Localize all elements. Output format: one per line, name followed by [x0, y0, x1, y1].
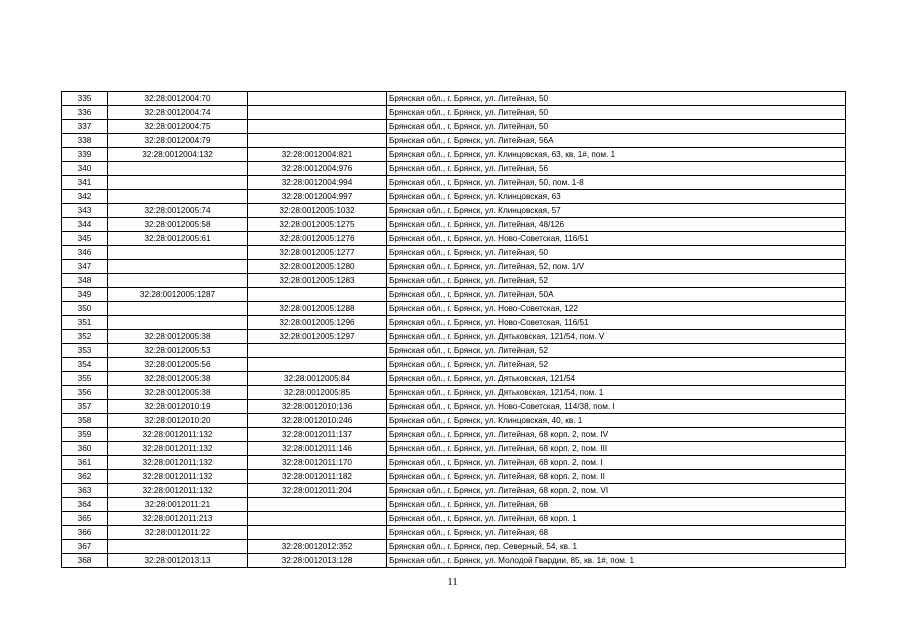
address-cell: Брянская обл., г. Брянск, ул. Литейная, 52 — [387, 274, 846, 288]
table-row — [62, 204, 846, 218]
address-cell: Брянская обл., г. Брянск, ул. Литейная, 52 — [387, 358, 846, 372]
table-row — [62, 484, 846, 498]
table-row — [62, 162, 846, 176]
cadastral-number-cell — [248, 288, 387, 302]
cadastral-number-cell: 32:28:0012011:132 — [108, 442, 248, 456]
cadastral-number-cell: 32:28:0012005:61 — [108, 232, 248, 246]
row-number-cell: 367 — [62, 540, 108, 554]
row-number-cell: 357 — [62, 400, 108, 414]
cadastral-number-cell: 32:28:0012011:213 — [108, 512, 248, 526]
address-cell: Брянская обл., г. Брянск, ул. Литейная, 52, пом. 1/V — [387, 260, 846, 274]
address-cell: Брянская обл., г. Брянск, ул. Литейная, 68 корп. 2, пом. IV — [387, 428, 846, 442]
row-number-cell: 343 — [62, 204, 108, 218]
cadastral-number-cell: 32:28:0012010:246 — [248, 414, 387, 428]
row-number-cell: 338 — [62, 134, 108, 148]
cadastral-number-cell: 32:28:0012004:994 — [248, 176, 387, 190]
address-cell: Брянская обл., г. Брянск, ул. Литейная, 68 корп. 2, пом. I — [387, 456, 846, 470]
cadastral-number-cell: 32:28:0012011:132 — [108, 484, 248, 498]
cadastral-number-cell: 32:28:0012005:53 — [108, 344, 248, 358]
cadastral-number-cell: 32:28:0012011:137 — [248, 428, 387, 442]
cadastral-number-cell — [108, 316, 248, 330]
row-number-cell: 368 — [62, 554, 108, 568]
cadastral-number-cell: 32:28:0012005:74 — [108, 204, 248, 218]
address-cell: Брянская обл., г. Брянск, ул. Клинцовская, 57 — [387, 204, 846, 218]
cadastral-number-cell: 32:28:0012005:1288 — [248, 302, 387, 316]
cadastral-number-cell — [108, 540, 248, 554]
cadastral-number-cell: 32:28:0012011:132 — [108, 456, 248, 470]
property-register-table — [61, 91, 846, 568]
cadastral-number-cell: 32:28:0012005:1277 — [248, 246, 387, 260]
row-number-cell: 349 — [62, 288, 108, 302]
table-row — [62, 526, 846, 540]
cadastral-number-cell: 32:28:0012005:1280 — [248, 260, 387, 274]
cadastral-number-cell — [248, 498, 387, 512]
row-number-cell: 356 — [62, 386, 108, 400]
cadastral-number-cell — [108, 302, 248, 316]
cadastral-number-cell — [108, 162, 248, 176]
row-number-cell: 336 — [62, 106, 108, 120]
table-row — [62, 344, 846, 358]
address-cell: Брянская обл., г. Брянск, ул. Литейная, 56 — [387, 162, 846, 176]
cadastral-number-cell — [248, 92, 387, 106]
row-number-cell: 362 — [62, 470, 108, 484]
table-row — [62, 148, 846, 162]
row-number-cell: 348 — [62, 274, 108, 288]
address-cell: Брянская обл., г. Брянск, ул. Ново-Советская, 116/51 — [387, 316, 846, 330]
cadastral-number-cell: 32:28:0012005:1275 — [248, 218, 387, 232]
address-cell: Брянская обл., г. Брянск, ул. Литейная, 50 — [387, 92, 846, 106]
table-row — [62, 498, 846, 512]
row-number-cell: 342 — [62, 190, 108, 204]
cadastral-number-cell: 32:28:0012005:84 — [248, 372, 387, 386]
cadastral-number-cell: 32:28:0012005:85 — [248, 386, 387, 400]
table-row — [62, 442, 846, 456]
cadastral-number-cell: 32:28:0012004:997 — [248, 190, 387, 204]
row-number-cell: 366 — [62, 526, 108, 540]
table-row — [62, 554, 846, 568]
cadastral-number-cell: 32:28:0012005:1283 — [248, 274, 387, 288]
cadastral-number-cell: 32:28:0012004:70 — [108, 92, 248, 106]
address-cell: Брянская обл., г. Брянск, ул. Литейная, 68 корп. 2, пом. III — [387, 442, 846, 456]
table-row — [62, 176, 846, 190]
table-row — [62, 260, 846, 274]
address-cell: Брянская обл., г. Брянск, ул. Литейная, 50 — [387, 106, 846, 120]
table-row — [62, 316, 846, 330]
row-number-cell: 363 — [62, 484, 108, 498]
address-cell: Брянская обл., г. Брянск, ул. Литейная, 50 — [387, 246, 846, 260]
table-row — [62, 302, 846, 316]
cadastral-number-cell: 32:28:0012005:38 — [108, 386, 248, 400]
cadastral-number-cell: 32:28:0012004:821 — [248, 148, 387, 162]
row-number-cell: 344 — [62, 218, 108, 232]
cadastral-number-cell: 32:28:0012010:20 — [108, 414, 248, 428]
row-number-cell: 346 — [62, 246, 108, 260]
address-cell: Брянская обл., г. Брянск, ул. Ново-Советская, 122 — [387, 302, 846, 316]
cadastral-number-cell: 32:28:0012004:976 — [248, 162, 387, 176]
cadastral-number-cell: 32:28:0012011:146 — [248, 442, 387, 456]
address-cell: Брянская обл., г. Брянск, ул. Литейная, 50А — [387, 288, 846, 302]
cadastral-number-cell: 32:28:0012004:132 — [108, 148, 248, 162]
row-number-cell: 351 — [62, 316, 108, 330]
row-number-cell: 359 — [62, 428, 108, 442]
row-number-cell: 352 — [62, 330, 108, 344]
row-number-cell: 341 — [62, 176, 108, 190]
table-row — [62, 414, 846, 428]
table-row — [62, 190, 846, 204]
address-cell: Брянская обл., г. Брянск, ул. Дятьковская, 121/54 — [387, 372, 846, 386]
row-number-cell: 364 — [62, 498, 108, 512]
cadastral-number-cell — [248, 106, 387, 120]
address-cell: Брянская обл., г. Брянск, ул. Литейная, 68 корп. 1 — [387, 512, 846, 526]
cadastral-number-cell — [248, 526, 387, 540]
table-row — [62, 218, 846, 232]
cadastral-number-cell: 32:28:0012004:79 — [108, 134, 248, 148]
row-number-cell: 353 — [62, 344, 108, 358]
address-cell: Брянская обл., г. Брянск, ул. Ново-Советская, 114/38, пом. I — [387, 400, 846, 414]
cadastral-number-cell — [248, 120, 387, 134]
cadastral-number-cell: 32:28:0012011:22 — [108, 526, 248, 540]
cadastral-number-cell — [108, 190, 248, 204]
row-number-cell: 355 — [62, 372, 108, 386]
address-cell: Брянская обл., г. Брянск, ул. Литейная, 50, пом. 1-8 — [387, 176, 846, 190]
row-number-cell: 365 — [62, 512, 108, 526]
table-row — [62, 372, 846, 386]
cadastral-number-cell — [108, 246, 248, 260]
address-cell: Брянская обл., г. Брянск, ул. Литейная, 50 — [387, 120, 846, 134]
row-number-cell: 347 — [62, 260, 108, 274]
cadastral-number-cell: 32:28:0012011:132 — [108, 428, 248, 442]
table-row — [62, 134, 846, 148]
table-row — [62, 106, 846, 120]
cadastral-number-cell: 32:28:0012005:58 — [108, 218, 248, 232]
table-row — [62, 400, 846, 414]
cadastral-number-cell — [108, 274, 248, 288]
row-number-cell: 350 — [62, 302, 108, 316]
table-row — [62, 428, 846, 442]
table-row — [62, 288, 846, 302]
address-cell: Брянская обл., г. Брянск, ул. Литейная, 68 корп. 2, пом. II — [387, 470, 846, 484]
table-row — [62, 246, 846, 260]
register-table-body — [62, 92, 846, 568]
cadastral-number-cell: 32:28:0012011:21 — [108, 498, 248, 512]
cadastral-number-cell: 32:28:0012013:13 — [108, 554, 248, 568]
cadastral-number-cell: 32:28:0012010:136 — [248, 400, 387, 414]
row-number-cell: 360 — [62, 442, 108, 456]
address-cell: Брянская обл., г. Брянск, пер. Северный, 54, кв. 1 — [387, 540, 846, 554]
table-row — [62, 274, 846, 288]
cadastral-number-cell: 32:28:0012011:132 — [108, 470, 248, 484]
row-number-cell: 340 — [62, 162, 108, 176]
cadastral-number-cell: 32:28:0012011:204 — [248, 484, 387, 498]
cadastral-number-cell: 32:28:0012005:38 — [108, 372, 248, 386]
table-row — [62, 232, 846, 246]
row-number-cell: 335 — [62, 92, 108, 106]
table-row — [62, 386, 846, 400]
cadastral-number-cell: 32:28:0012005:38 — [108, 330, 248, 344]
row-number-cell: 345 — [62, 232, 108, 246]
address-cell: Брянская обл., г. Брянск, ул. Литейная, 68 — [387, 526, 846, 540]
table-row — [62, 120, 846, 134]
row-number-cell: 337 — [62, 120, 108, 134]
cadastral-number-cell: 32:28:0012012:352 — [248, 540, 387, 554]
address-cell: Брянская обл., г. Брянск, ул. Клинцовская, 63, кв. 1#, пом. 1 — [387, 148, 846, 162]
table-row — [62, 92, 846, 106]
address-cell: Брянская обл., г. Брянск, ул. Клинцовская, 63 — [387, 190, 846, 204]
row-number-cell: 339 — [62, 148, 108, 162]
cadastral-number-cell: 32:28:0012010:19 — [108, 400, 248, 414]
cadastral-number-cell: 32:28:0012013:128 — [248, 554, 387, 568]
page-number: 11 — [447, 576, 458, 588]
address-cell: Брянская обл., г. Брянск, ул. Литейная, 68 корп. 2, пом. VI — [387, 484, 846, 498]
cadastral-number-cell: 32:28:0012004:75 — [108, 120, 248, 134]
cadastral-number-cell — [108, 176, 248, 190]
row-number-cell: 361 — [62, 456, 108, 470]
cadastral-number-cell — [248, 344, 387, 358]
cadastral-number-cell: 32:28:0012005:1296 — [248, 316, 387, 330]
table-row — [62, 540, 846, 554]
address-cell: Брянская обл., г. Брянск, ул. Дятьковская, 121/54, пом. 1 — [387, 386, 846, 400]
address-cell: Брянская обл., г. Брянск, ул. Литейная, 56А — [387, 134, 846, 148]
cadastral-number-cell — [248, 358, 387, 372]
cadastral-number-cell: 32:28:0012005:1287 — [108, 288, 248, 302]
table-row — [62, 358, 846, 372]
row-number-cell: 358 — [62, 414, 108, 428]
cadastral-number-cell: 32:28:0012005:56 — [108, 358, 248, 372]
table-row — [62, 512, 846, 526]
cadastral-number-cell: 32:28:0012004:74 — [108, 106, 248, 120]
cadastral-number-cell — [108, 260, 248, 274]
address-cell: Брянская обл., г. Брянск, ул. Ново-Советская, 116/51 — [387, 232, 846, 246]
cadastral-number-cell: 32:28:0012011:182 — [248, 470, 387, 484]
address-cell: Брянская обл., г. Брянск, ул. Литейная, 48/126 — [387, 218, 846, 232]
cadastral-number-cell: 32:28:0012005:1276 — [248, 232, 387, 246]
table-row — [62, 456, 846, 470]
table-row — [62, 470, 846, 484]
address-cell: Брянская обл., г. Брянск, ул. Дятьковская, 121/54, пом. V — [387, 330, 846, 344]
cadastral-number-cell: 32:28:0012005:1032 — [248, 204, 387, 218]
cadastral-number-cell: 32:28:0012005:1297 — [248, 330, 387, 344]
table-row — [62, 330, 846, 344]
address-cell: Брянская обл., г. Брянск, ул. Клинцовская, 40, кв. 1 — [387, 414, 846, 428]
address-cell: Брянская обл., г. Брянск, ул. Литейная, 68 — [387, 498, 846, 512]
cadastral-number-cell — [248, 512, 387, 526]
address-cell: Брянская обл., г. Брянск, ул. Литейная, 52 — [387, 344, 846, 358]
address-cell: Брянская обл., г. Брянск, ул. Молодой Гвардии, 85, кв. 1#, пом. 1 — [387, 554, 846, 568]
cadastral-number-cell — [248, 134, 387, 148]
row-number-cell: 354 — [62, 358, 108, 372]
cadastral-number-cell: 32:28:0012011:170 — [248, 456, 387, 470]
